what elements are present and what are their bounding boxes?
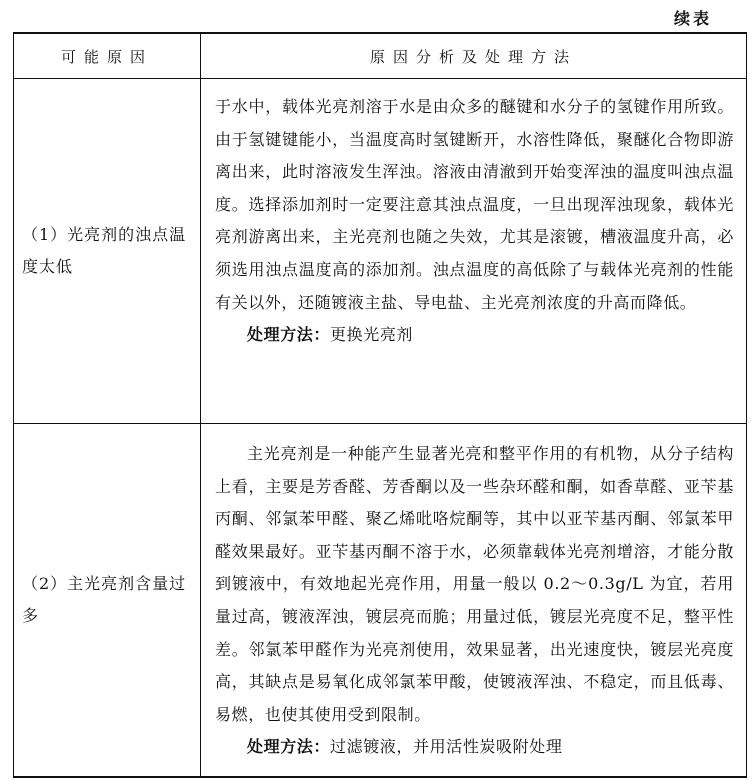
cause-text: （2）主光亮剂含量过多 [22, 574, 187, 625]
cause-cell [14, 79, 201, 423]
table-row [14, 424, 746, 776]
treatment-method-text: 过滤镀液，并用活性炭吸附处理 [330, 737, 563, 757]
table-header-row [14, 34, 746, 79]
treatment-method [215, 731, 734, 764]
header-analysis-and-method: 原因分析及处理方法 [369, 47, 577, 66]
header-possible-cause: 可能原因 [14, 34, 201, 78]
cause-cell [14, 424, 201, 776]
analysis-text: 于水中，载体光亮剂溶于水是由众多的醚键和水分子的氢键作用所致。由于氢键键能小，当温度高时氢键断开，水溶性降低，聚醚化合物即游离出来，此时溶液发生浑浊。溶液由清澈到开始变浑浊的温度叫浊点温度。选择添加剂时一定要注意其浊点温度，一旦出现浑浊现象，载体光亮剂游离出来，主光亮剂也随之失效，尤其是滚镀，槽液温度升高，必须选用浊点温度高的添加剂。浊点温度的高低除了与载体光亮剂的性能有关以外，还随镀液主盐、导电盐、主光亮剂浓度的升高而降低。 [215, 97, 734, 312]
treatment-method-text: 更换光亮剂 [330, 325, 414, 345]
analysis-text: 主光亮剂是一种能产生显著光亮和整平作用的有机物，从分子结构上看，主要是芳香醛、芳香酮以及一些杂环醛和酮，如香草醛、亚苄基丙酮、邻氯苯甲醛、聚乙烯吡咯烷酮等，其中以亚苄基丙酮、邻氯苯甲醛效果最好。亚苄基丙酮不溶于水，必须靠载体光亮剂增溶，才能分散到镀液中，有效地起光亮作用，用量一般以 0.2～0.3g/L 为宜，若用量过高，镀液浑浊，镀层亮而脆；用量过低，镀层光亮度不足，整平性差。邻氯苯甲醛作为光亮剂使用，效果显著，出光速度快，镀层光亮度高，其缺点是易氧化成邻氯苯甲酸，使镀液浑浊、不稳定，而且低毒、易燃，也使其使用受到限制。 [215, 444, 734, 724]
analysis-cell [201, 424, 746, 776]
troubleshooting-table [13, 32, 747, 778]
treatment-method-label: 处理方法： [247, 325, 331, 345]
cause-text: （1）光亮剂的浊点温度太低 [22, 225, 187, 276]
analysis-cell [201, 79, 746, 423]
continued-table-label: 续表 [673, 9, 712, 28]
table-row [14, 79, 746, 424]
treatment-method-label: 处理方法： [247, 737, 331, 757]
treatment-method [215, 319, 734, 352]
